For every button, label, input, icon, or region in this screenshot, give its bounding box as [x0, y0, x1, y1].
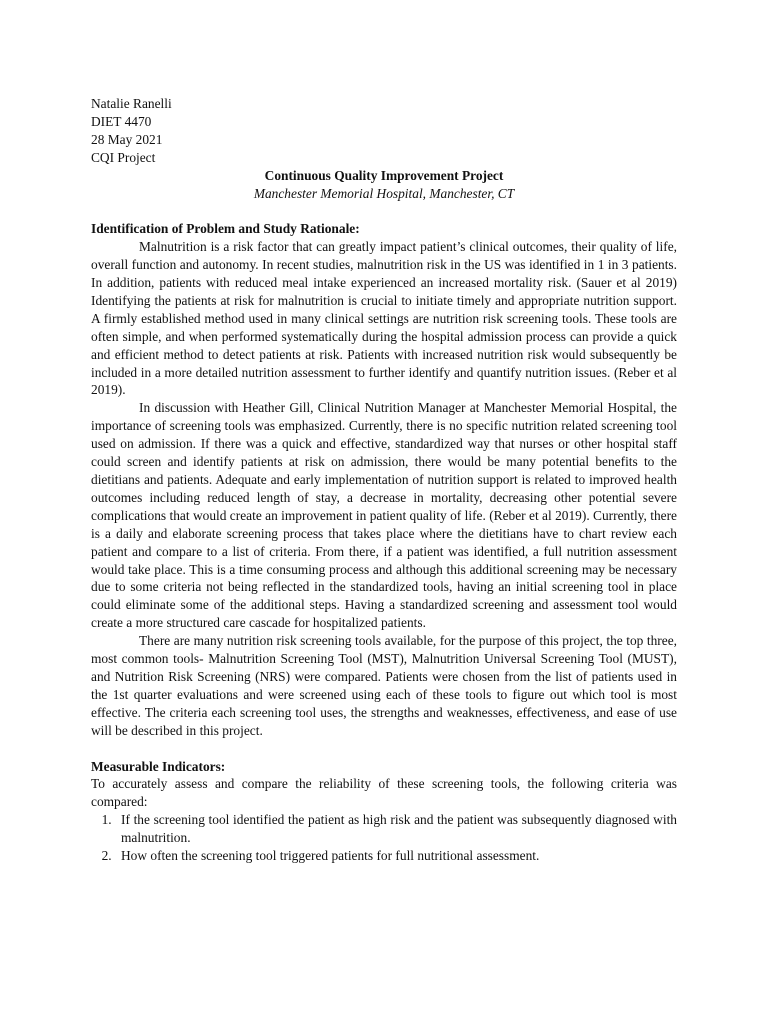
- section-heading-indicators: Measurable Indicators:: [91, 758, 226, 774]
- document-page: [91, 95, 677, 865]
- body-paragraph: In discussion with Heather Gill, Clinical Nutrition Manager at Manchester Memorial Hospital, the importance of screening tools was emphasized. Currently, there is no specific nutrition related screening tool used on admission. If there was a quick and effective, standardized way that nurses or other hospital staff could screen and identify patients at risk on admission, there would be many potential benefits to the dietitians and patients. Adequate and early implementation of nutrition support is related to improved health outcomes including reduced length of stay, a decrease in mortality, decreasing other potential severe complications that would create an improvement in patient quality of life. (Reber et al 2019). Currently, there is a daily and elaborate screening process that takes place where the dietitians have to chart review each patient and compare to a list of criteria. From there, if a patient was identified, a full nutrition assessment would take place. This is a time consuming process and although this additional screening may be necessary due to some criteria not being reflected in the standardized tools, having an initial screening tool in place could eliminate some of the additional steps. Having a standardized screening and assessment tool would create a more structured care cascade for hospitalized patients.: [91, 400, 677, 631]
- document-date: 28 May 2021: [91, 131, 163, 147]
- project-label: CQI Project: [91, 149, 156, 165]
- document-header: [91, 95, 677, 167]
- list-item: 2. How often the screening tool triggered patients for full nutritional assessment.: [115, 847, 677, 865]
- body-paragraph: Malnutrition is a risk factor that can greatly impact patient’s clinical outcomes, their quality of life, overall function and autonomy. In recent studies, malnutrition risk in the US was identified in 1 in 3 patients. In addition, patients with reduced meal intake experienced an increased mortality risk. (Sauer et al 2019) Identifying the patients at risk for malnutrition is crucial to initiate timely and appropriate nutrition support. A firmly established method used in many clinical settings are nutrition risk screening tools. These tools are often simple, and when performed systematically during the hospital admission process can provide a quick and efficient method to detect patients at risk. Patients with increased nutrition risk would subsequently be included in a more detailed nutrition assessment to further identify and quantify nutrition issues. (Reber et al 2019).: [91, 239, 677, 398]
- author-name: Natalie Ranelli: [91, 96, 172, 111]
- section-heading-identification: Identification of Problem and Study Rationale:: [91, 221, 360, 237]
- indicators-intro: To accurately assess and compare the reliability of these screening tools, the following criteria was compared:: [91, 776, 677, 810]
- document-subtitle: Manchester Memorial Hospital, Manchester, CT: [253, 185, 515, 201]
- criteria-list: [91, 811, 677, 865]
- list-item: 1. If the screening tool identified the patient as high risk and the patient was subsequently diagnosed with malnutrition.: [115, 811, 677, 847]
- course-code: DIET 4470: [91, 113, 152, 129]
- document-title: Continuous Quality Improvement Project: [264, 167, 504, 183]
- body-paragraph: There are many nutrition risk screening tools available, for the purpose of this project, the top three, most common tools- Malnutrition Screening Tool (MST), Malnutrition Universal Screening Tool (MUST), and Nutrition Risk Screening (NRS) were compared. Patients were chosen from the list of patients used in the 1st quarter evaluations and were screened using each of these tools to figure out which tool is most effective. The criteria each screening tool uses, the strengths and weaknesses, effectiveness, and ease of use will be described in this project.: [91, 633, 677, 738]
